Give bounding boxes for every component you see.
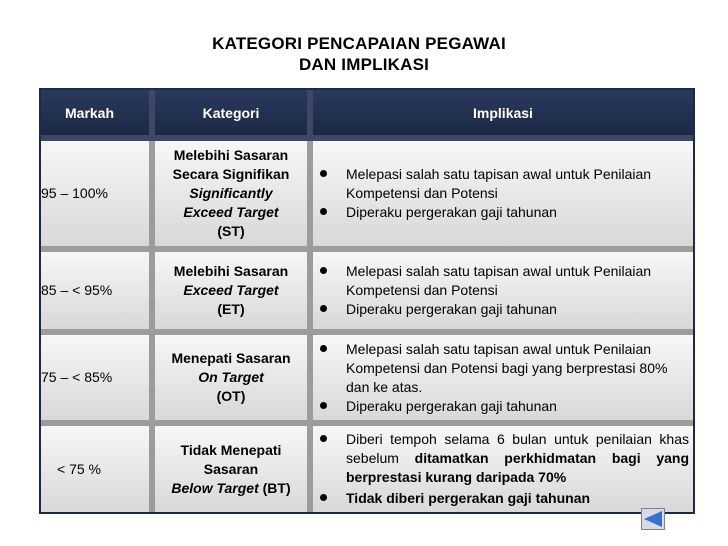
page-title (0, 33, 728, 75)
header-row (41, 90, 693, 141)
category-label: Secara Signifikan (172, 166, 290, 182)
category-cell (155, 335, 313, 426)
list-item: Diberi tempoh selama 6 bulan untuk penilaian khas sebelum ditamatkan perkhidmatan bagi yang berprestasi kurang daripada 70% (313, 430, 689, 487)
category-code: (ST) (217, 223, 245, 239)
category-english: Exceed Target (183, 204, 279, 220)
header-markah: Markah (41, 90, 155, 141)
bullet-icon (320, 345, 327, 352)
back-arrow-icon (644, 511, 662, 527)
category-english: Significantly (189, 185, 273, 201)
category-cell (155, 252, 313, 335)
header-kategori: Kategori (155, 90, 313, 141)
category-label: Menepati Sasaran (171, 350, 291, 366)
table-row (41, 426, 693, 512)
category-code: (ET) (217, 301, 245, 317)
category-english: Exceed Target (183, 282, 279, 298)
category-table (39, 88, 695, 514)
list-item: Diperaku pergerakan gaji tahunan (313, 397, 689, 416)
bullet-icon (320, 305, 327, 312)
category-cell (155, 141, 313, 252)
implication-cell (313, 426, 693, 512)
category-cell (155, 426, 313, 512)
list-item: Tidak diberi pergerakan gaji tahunan (313, 489, 689, 508)
category-label: Melebihi Sasaran (173, 263, 289, 279)
list-item: Melepasi salah satu tapisan awal untuk Penilaian Kompetensi dan Potensi (313, 262, 689, 300)
bullet-icon (320, 208, 327, 215)
bullet-icon (320, 402, 327, 409)
bullet-icon (320, 267, 327, 274)
implication-cell (313, 252, 693, 335)
category-code: (BT) (262, 479, 291, 496)
table-row (41, 141, 693, 252)
table-row (41, 335, 693, 426)
title-line-2: DAN IMPLIKASI (298, 55, 430, 74)
bullet-icon (320, 494, 327, 501)
category-label: Sasaran (203, 460, 259, 477)
category-code: (OT) (216, 388, 246, 404)
score-cell: 75 – < 85% (41, 335, 155, 426)
back-button[interactable] (641, 508, 665, 530)
category-english: Below Target (171, 479, 259, 496)
category-label: Tidak Menepati (180, 441, 282, 458)
category-label: Melebihi Sasaran (173, 147, 289, 163)
bullet-icon (320, 170, 327, 177)
score-cell: < 75 % (41, 426, 155, 512)
table-row (41, 252, 693, 335)
list-item: Diperaku pergerakan gaji tahunan (313, 203, 689, 222)
category-english: On Target (198, 369, 264, 385)
score-cell: 85 – < 95% (41, 252, 155, 335)
list-item: Melepasi salah satu tapisan awal untuk Penilaian Kompetensi dan Potensi bagi yang berprestasi 80% dan ke atas. (313, 340, 689, 397)
header-implikasi: Implikasi (313, 90, 693, 141)
implication-cell (313, 141, 693, 252)
score-cell: 95 – 100% (41, 141, 155, 252)
bullet-icon (320, 435, 327, 442)
list-item: Melepasi salah satu tapisan awal untuk Penilaian Kompetensi dan Potensi (313, 165, 689, 203)
list-item: Diperaku pergerakan gaji tahunan (313, 300, 689, 319)
implication-cell (313, 335, 693, 426)
title-line-1: KATEGORI PENCAPAIAN PEGAWAI (212, 34, 506, 53)
